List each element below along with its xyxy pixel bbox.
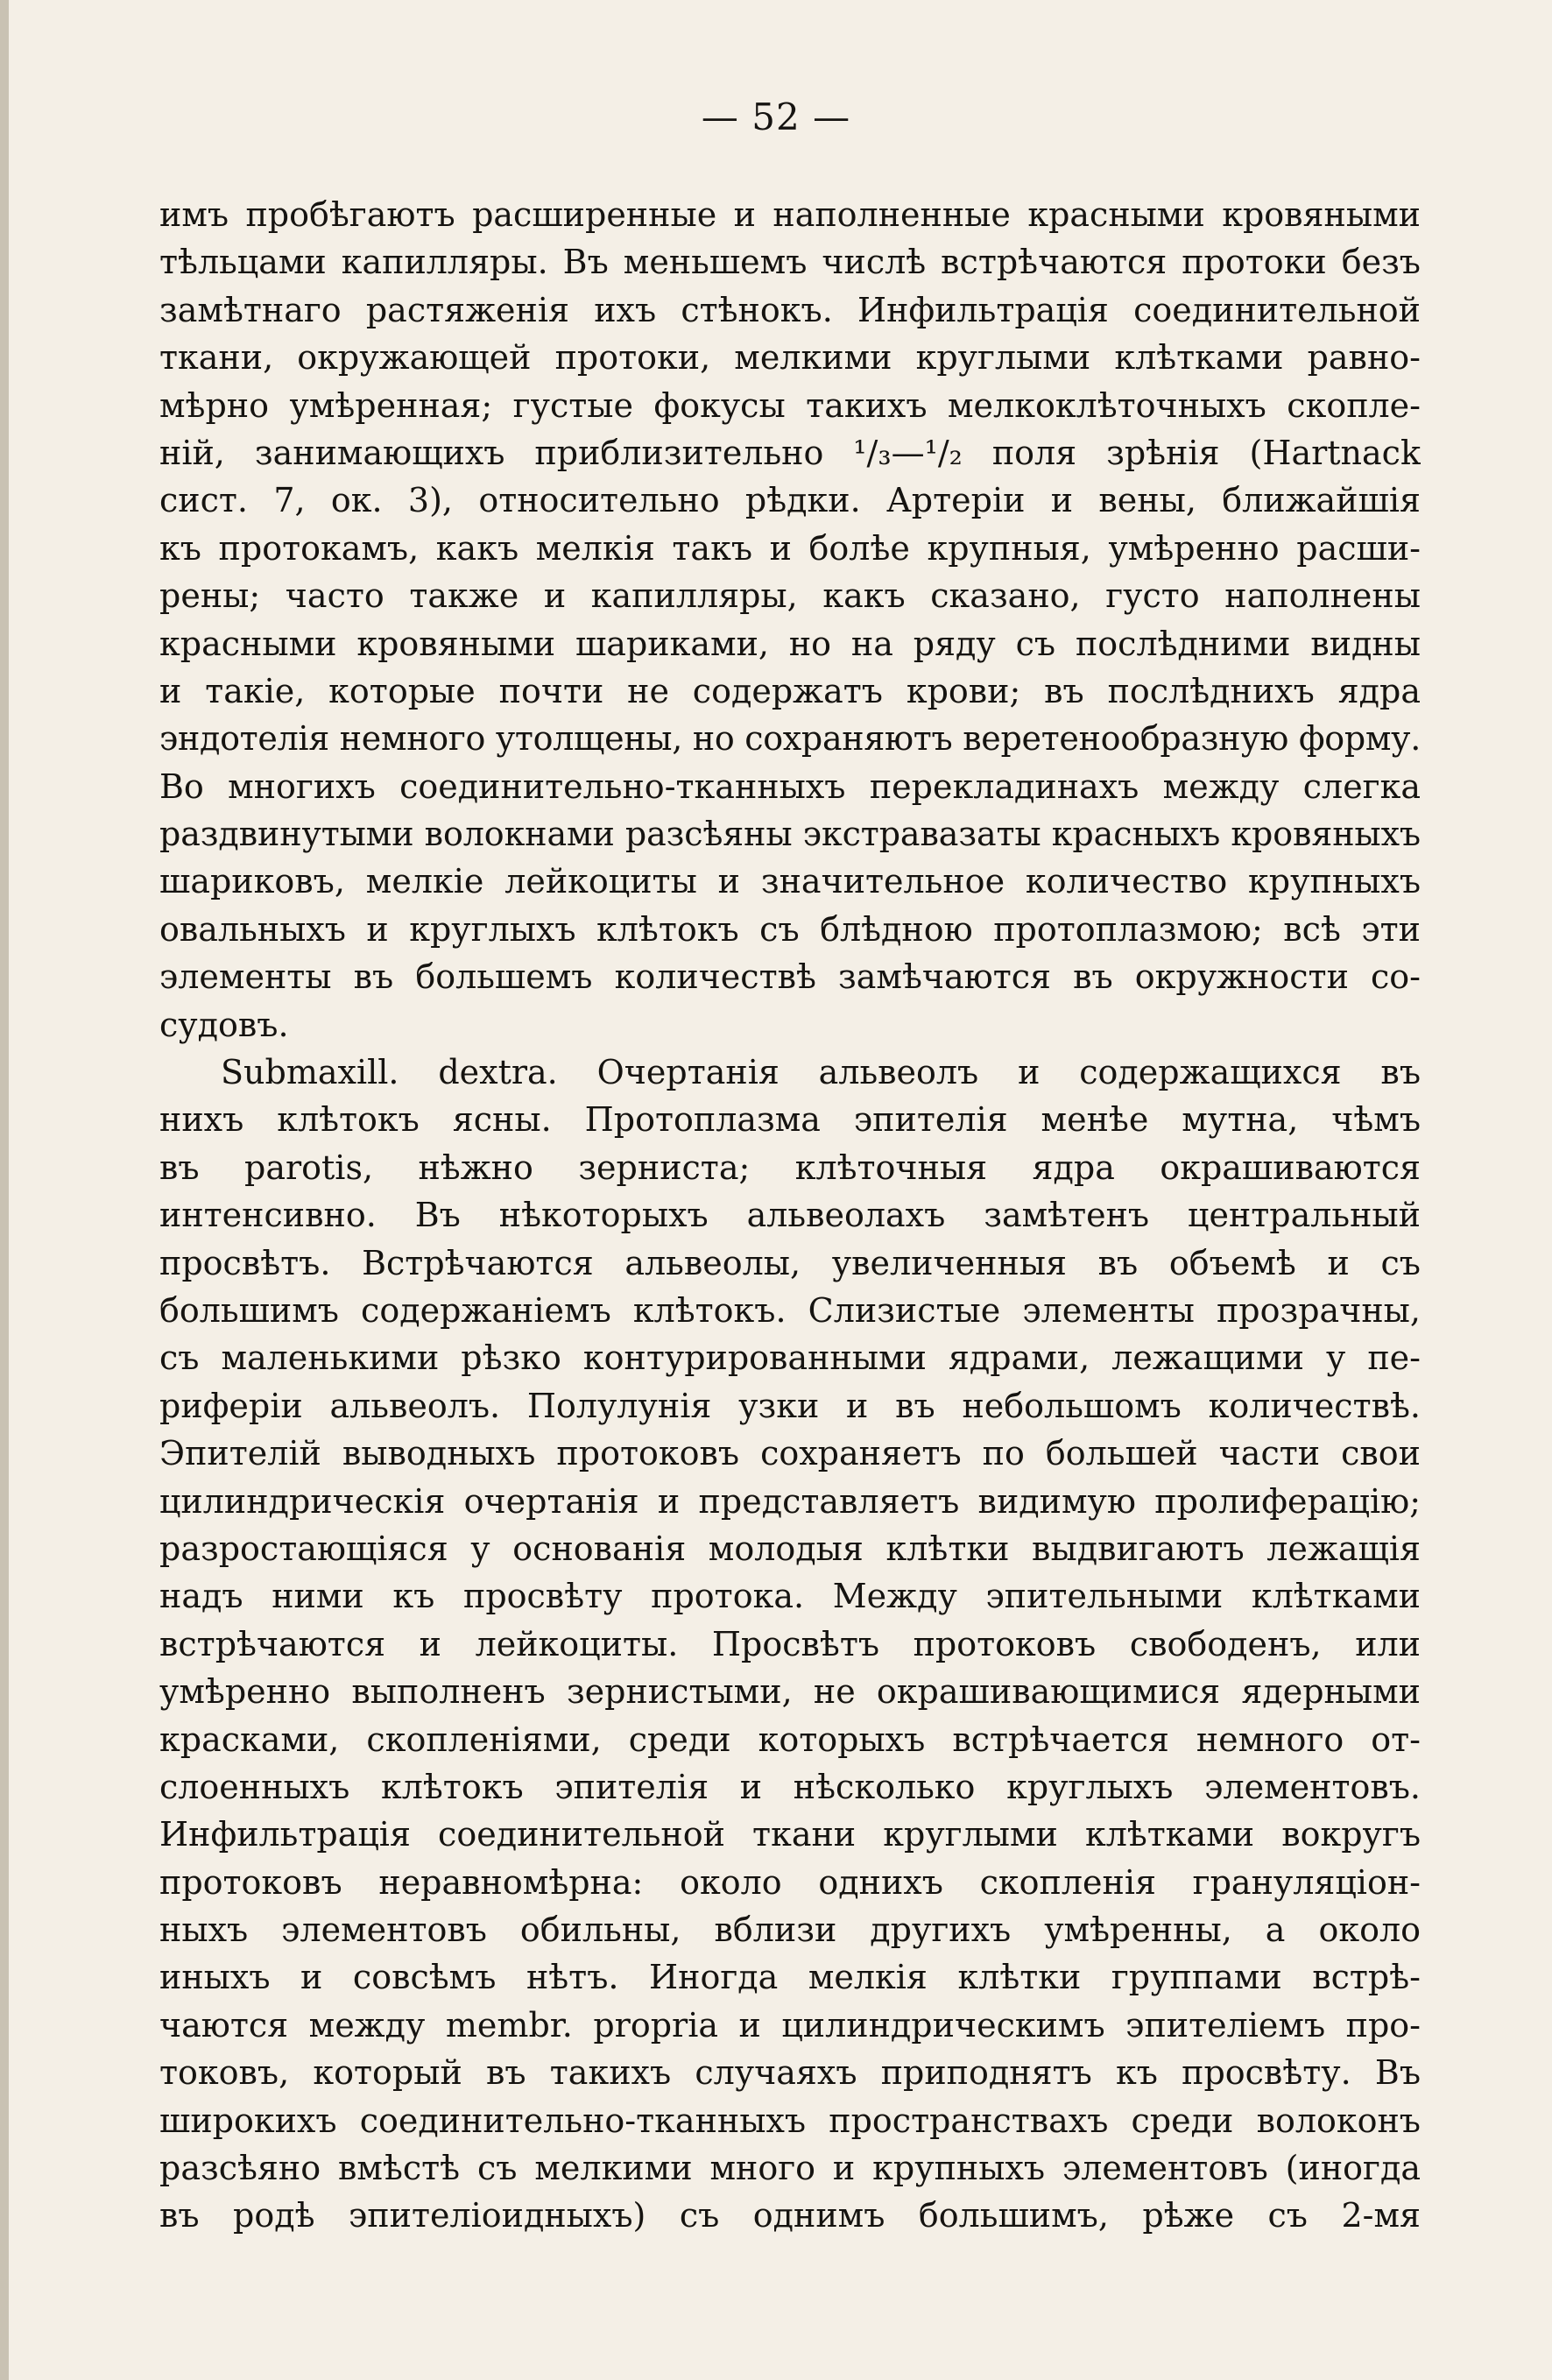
text-line: элементы въ большемъ количествѣ замѣчаются въ окружности со- bbox=[159, 957, 1421, 997]
text-line: съ маленькими рѣзко контурированными ядрами, лежащими у пе- bbox=[159, 1338, 1421, 1378]
text-line: красками, скопленіями, среди которыхъ встрѣчается немного от- bbox=[159, 1720, 1421, 1759]
text-line: мѣрно умѣренная; густые фокусы такихъ мелкоклѣточныхъ скопле- bbox=[159, 385, 1421, 425]
text-line: разсѣяно вмѣстѣ съ мелкими много и крупныхъ элементовъ (иногда bbox=[159, 2149, 1421, 2188]
text-line: въ parotis, нѣжно зерниста; клѣточныя ядра окрашиваются bbox=[159, 1148, 1421, 1187]
text-line: умѣренно выполненъ зернистыми, не окрашивающимися ядерными bbox=[159, 1672, 1421, 1712]
text-line: интенсивно. Въ нѣкоторыхъ альвеолахъ замѣтенъ центральный bbox=[159, 1196, 1421, 1235]
text-line: просвѣтъ. Встрѣчаются альвеолы, увеличенныя въ объемѣ и съ bbox=[159, 1243, 1421, 1282]
text-line: чаются между membr. propria и цилиндрическимъ эпителіемъ про- bbox=[159, 2005, 1421, 2045]
text-line: большимъ содержаніемъ клѣтокъ. Слизистые элементы прозрачны, bbox=[159, 1290, 1421, 1330]
text-line: и такіе, которые почти не содержатъ крови; въ послѣднихъ ядра bbox=[159, 671, 1421, 710]
text-line: эндотелія немного утолщены, но сохраняютъ веретенообразную форму. bbox=[159, 719, 1421, 759]
text-line: тѣльцами капилляры. Въ меньшемъ числѣ встрѣчаются протоки безъ bbox=[159, 243, 1421, 282]
text-line: разростающіяся у основанія молодыя клѣтки выдвигаютъ лежащія bbox=[159, 1529, 1421, 1568]
text-line: нихъ клѣтокъ ясны. Протоплазма эпителія менѣе мутна, чѣмъ bbox=[159, 1100, 1421, 1140]
text-line: Эпителій выводныхъ протоковъ сохраняетъ по большей части свои bbox=[159, 1434, 1421, 1473]
text-line: имъ пробѣгаютъ расширенные и наполненные красными кровяными bbox=[159, 195, 1421, 234]
text-line: судовъ. bbox=[159, 1005, 289, 1044]
text-line: раздвинутыми волокнами разсѣяны экстравазаты красныхъ кровяныхъ bbox=[159, 815, 1421, 854]
text-line: красными кровяными шариками, но на ряду съ послѣдними видны bbox=[159, 624, 1421, 663]
text-line: къ протокамъ, какъ мелкія такъ и болѣе крупныя, умѣренно расши- bbox=[159, 528, 1421, 568]
text-line: цилиндрическія очертанія и представляетъ видимую пролиферацію; bbox=[159, 1481, 1421, 1521]
body-text bbox=[159, 191, 1421, 2240]
text-line: рены; часто также и капилляры, какъ сказано, густо наполнены bbox=[159, 576, 1421, 616]
text-line: широкихъ соединительно-тканныхъ пространствахъ среди волоконъ bbox=[159, 2101, 1421, 2140]
text-line: риферіи альвеолъ. Полулунія узки и въ небольшомъ количествѣ. bbox=[159, 1386, 1421, 1425]
text-line: ныхъ элементовъ обильны, вблизи другихъ умѣренны, а около bbox=[159, 1910, 1421, 1950]
text-line: замѣтнаго растяженія ихъ стѣнокъ. Инфильтрація соединительной bbox=[159, 290, 1421, 329]
text-line: слоенныхъ клѣтокъ эпителія и нѣсколько круглыхъ элементовъ. bbox=[159, 1767, 1421, 1806]
text-line: ткани, окружающей протоки, мелкими круглыми клѣтками равно- bbox=[159, 338, 1421, 378]
text-line: иныхъ и совсѣмъ нѣтъ. Иногда мелкія клѣтки группами встрѣ- bbox=[159, 1958, 1421, 1997]
text-line: овальныхъ и круглыхъ клѣтокъ съ блѣдною протоплазмою; всѣ эти bbox=[159, 909, 1421, 949]
text-line: встрѣчаются и лейкоциты. Просвѣтъ протоковъ свободенъ, или bbox=[159, 1624, 1421, 1663]
page-number: — 52 — bbox=[701, 95, 851, 138]
text-line: шариковъ, мелкіе лейкоциты и значительное количество крупныхъ bbox=[159, 862, 1421, 901]
text-line: сист. 7, ок. 3), относительно рѣдки. Артеріи и вены, ближайшія bbox=[159, 481, 1421, 520]
text-line: ній, занимающихъ приблизительно ¹/₃—¹/₂ поля зрѣнія (Hartnack bbox=[159, 433, 1421, 472]
text-line: Инфильтрація соединительной ткани круглыми клѣтками вокругъ bbox=[159, 1815, 1421, 1854]
text-line: Во многихъ соединительно-тканныхъ перекладинахъ между слегка bbox=[159, 766, 1421, 806]
text-line: токовъ, который въ такихъ случаяхъ приподнятъ къ просвѣту. Въ bbox=[159, 2053, 1421, 2093]
text-line: надъ ними къ просвѣту протока. Между эпительными клѣтками bbox=[159, 1577, 1421, 1616]
text-line: Submaxill. dextra. Очертанія альвеолъ и содержащихся въ bbox=[221, 1053, 1421, 1092]
text-line: въ родѣ эпителіоидныхъ) съ однимъ большимъ, рѣже съ 2-мя bbox=[159, 2196, 1421, 2235]
text-line: протоковъ неравномѣрна: около однихъ скопленія грануляціон- bbox=[159, 1862, 1421, 1902]
